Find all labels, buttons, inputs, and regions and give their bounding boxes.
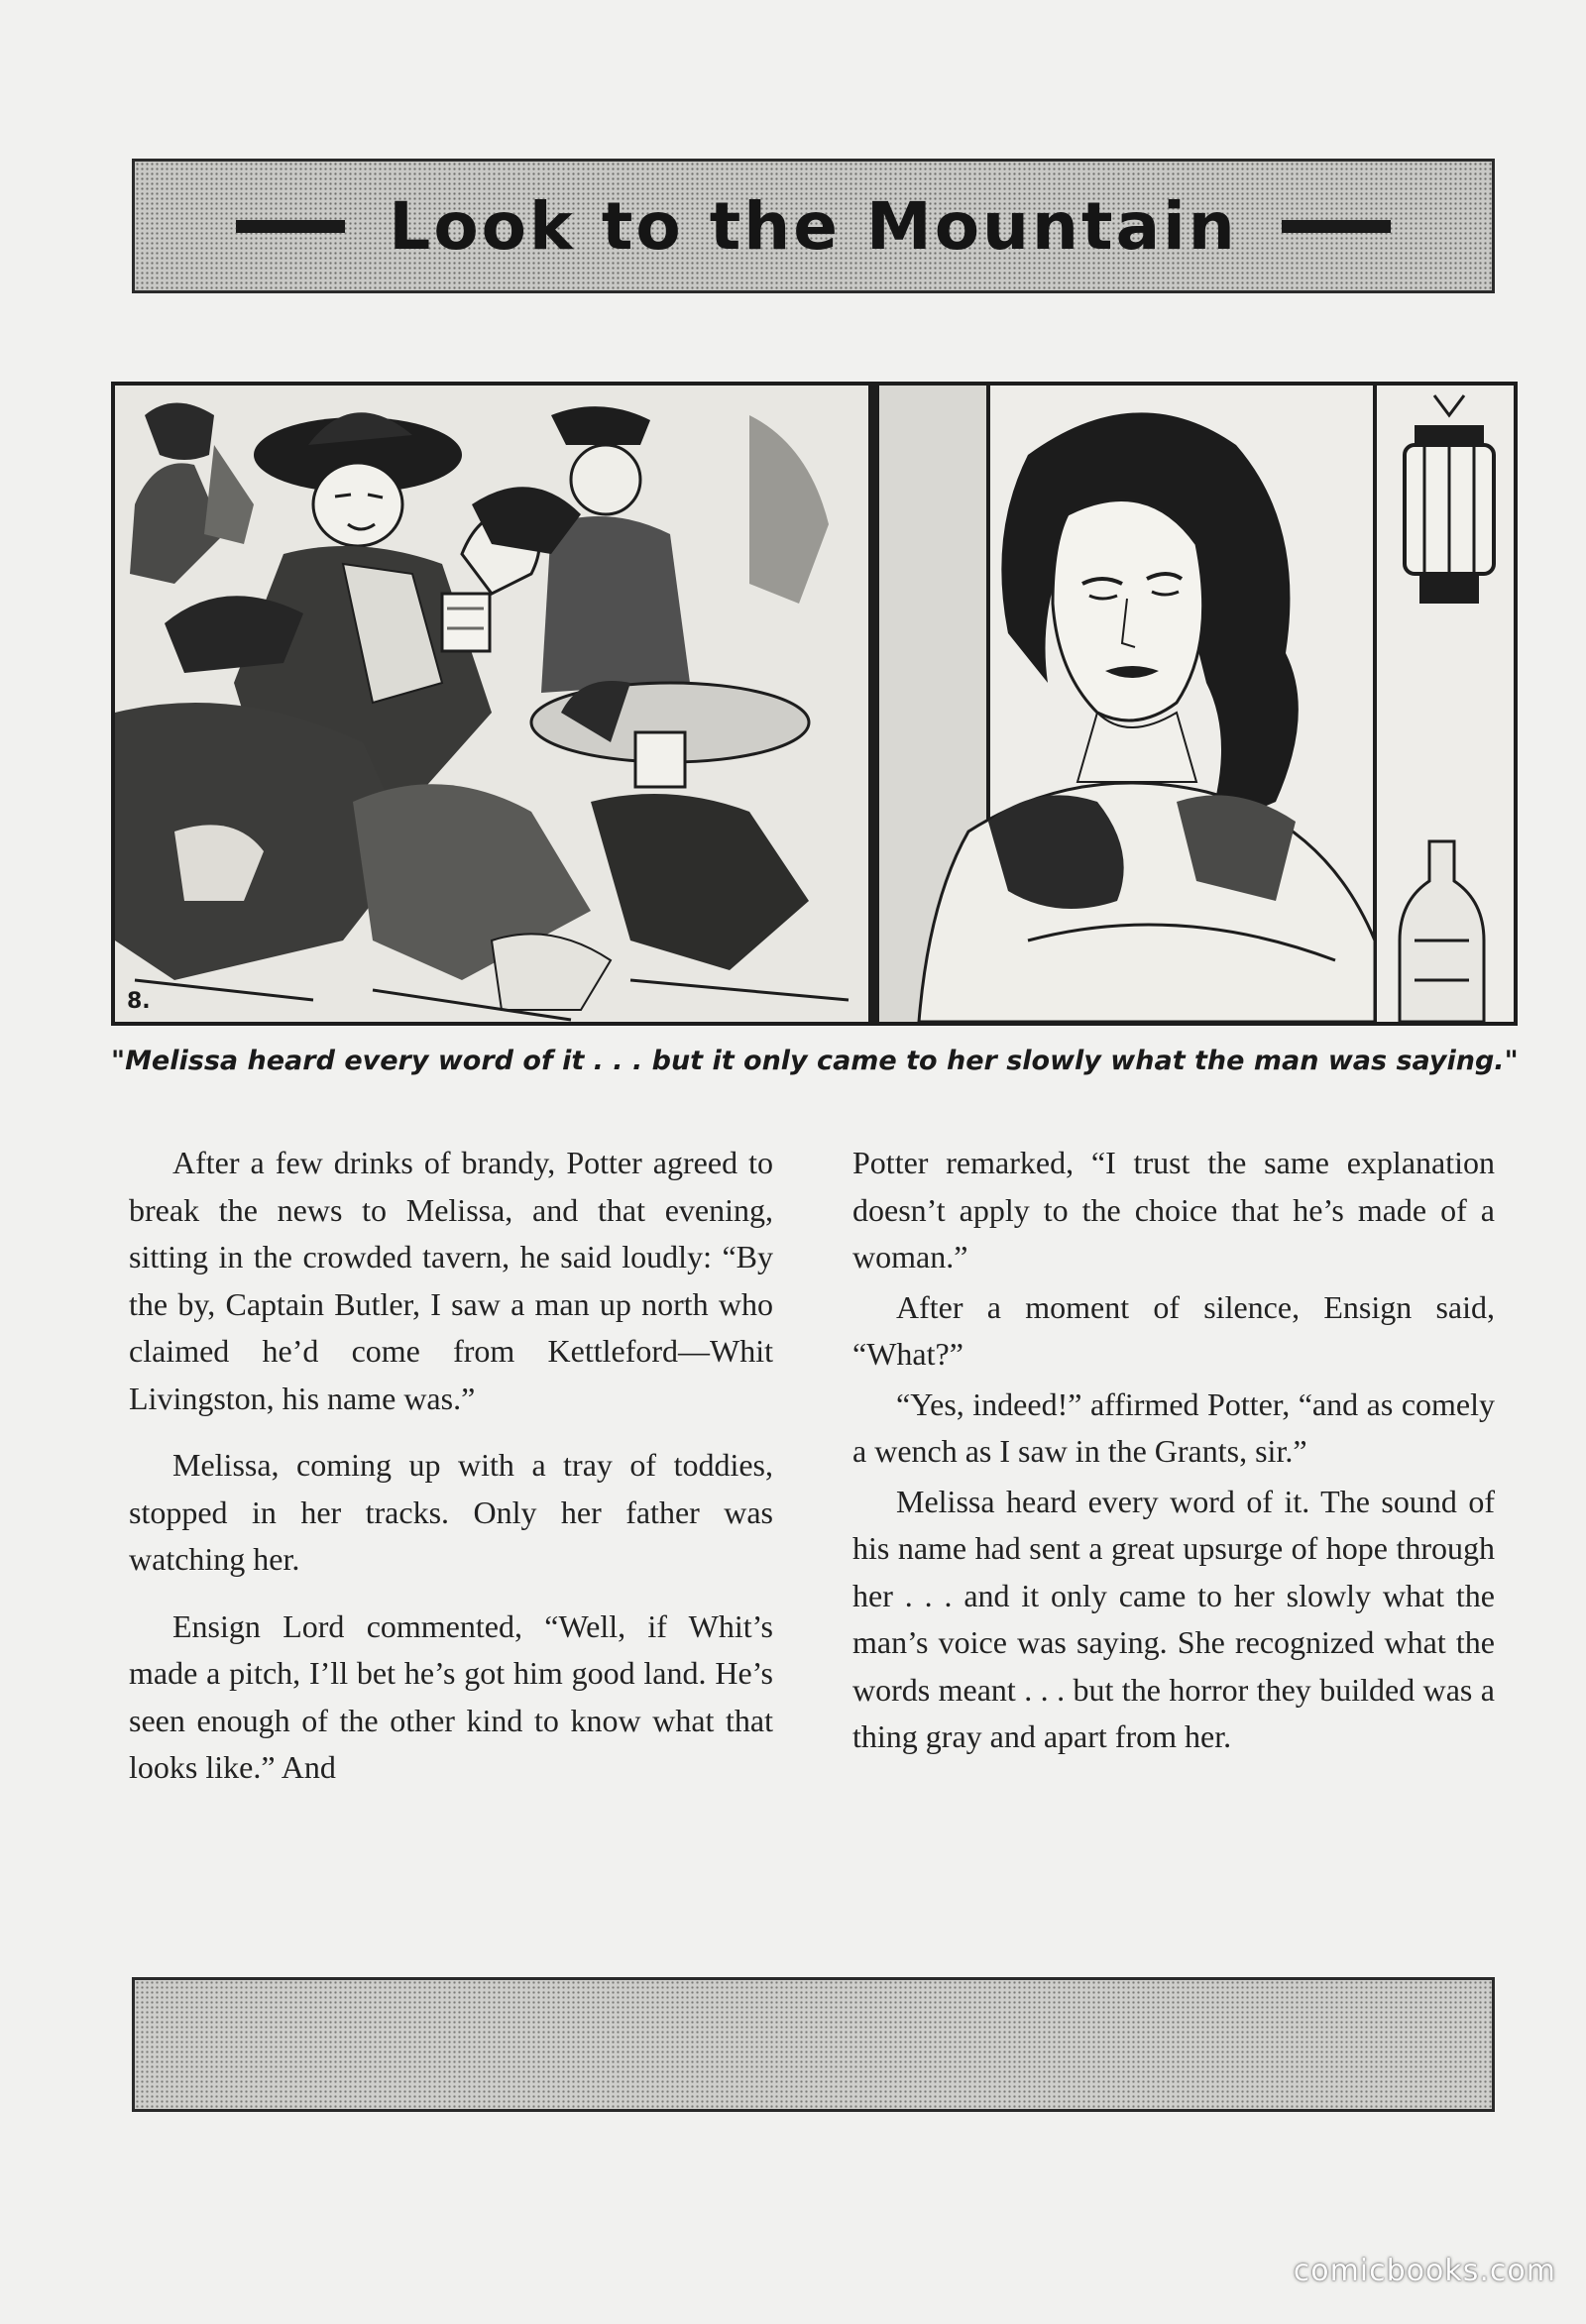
panel-number: 8. <box>127 989 151 1014</box>
footer-panel <box>132 1977 1495 2112</box>
story-column-right <box>852 1140 1495 1761</box>
site-watermark: comicbooks.com <box>1293 2254 1556 2288</box>
title-dash-left <box>236 220 345 233</box>
melissa-portrait-panel <box>879 386 1514 1022</box>
illustration-strip <box>111 382 1518 1026</box>
story-paragraph: Ensign Lord commented, “Well, if Whit’s made a pitch, I’ll bet he’s got him good land. He’s seen enough of the other kind to know what that looks like.” And <box>129 1607 773 1785</box>
tavern-scene-illustration <box>115 386 868 1022</box>
story-paragraph: Melissa, coming up with a tray of toddies, stopped in her tracks. Only her father was watching her. <box>129 1447 773 1577</box>
story-paragraph: After a few drinks of brandy, Potter agreed to break the news to Melissa, and that evening, sitting in the crowded tavern, he said loudly: “By the by, Captain Butler, I saw a man up north who claimed he’d come from Kettleford—Whit Livingston, his name was.” <box>129 1145 773 1416</box>
story-column-left <box>129 1140 773 1792</box>
tavern-scene-panel <box>115 386 868 1022</box>
melissa-portrait-illustration <box>879 386 1514 1022</box>
story-paragraph: “Yes, indeed!” affirmed Potter, “and as comely a wench as I saw in the Grants, sir.” <box>852 1385 1495 1469</box>
page-title: Look to the Mountain <box>389 187 1238 265</box>
title-banner <box>132 159 1495 293</box>
illustration-caption: "Melissa heard every word of it . . . but it only came to her slowly what the man was saying." <box>111 1046 1519 1076</box>
story-paragraph-continued: Potter remarked, “I trust the same explanation doesn’t apply to the choice that he’s made of a woman.” <box>852 1145 1495 1274</box>
story-paragraph: Melissa heard every word of it. The sound of his name had sent a great upsurge of hope through her . . . and it only came to her slowly what the man’s voice was saying. She recognized what the words meant . . . but the horror they builded was a thing gray and apart from her. <box>852 1483 1495 1754</box>
story-paragraph: After a moment of silence, Ensign said, “What?” <box>852 1288 1495 1372</box>
title-dash-right <box>1282 220 1391 233</box>
